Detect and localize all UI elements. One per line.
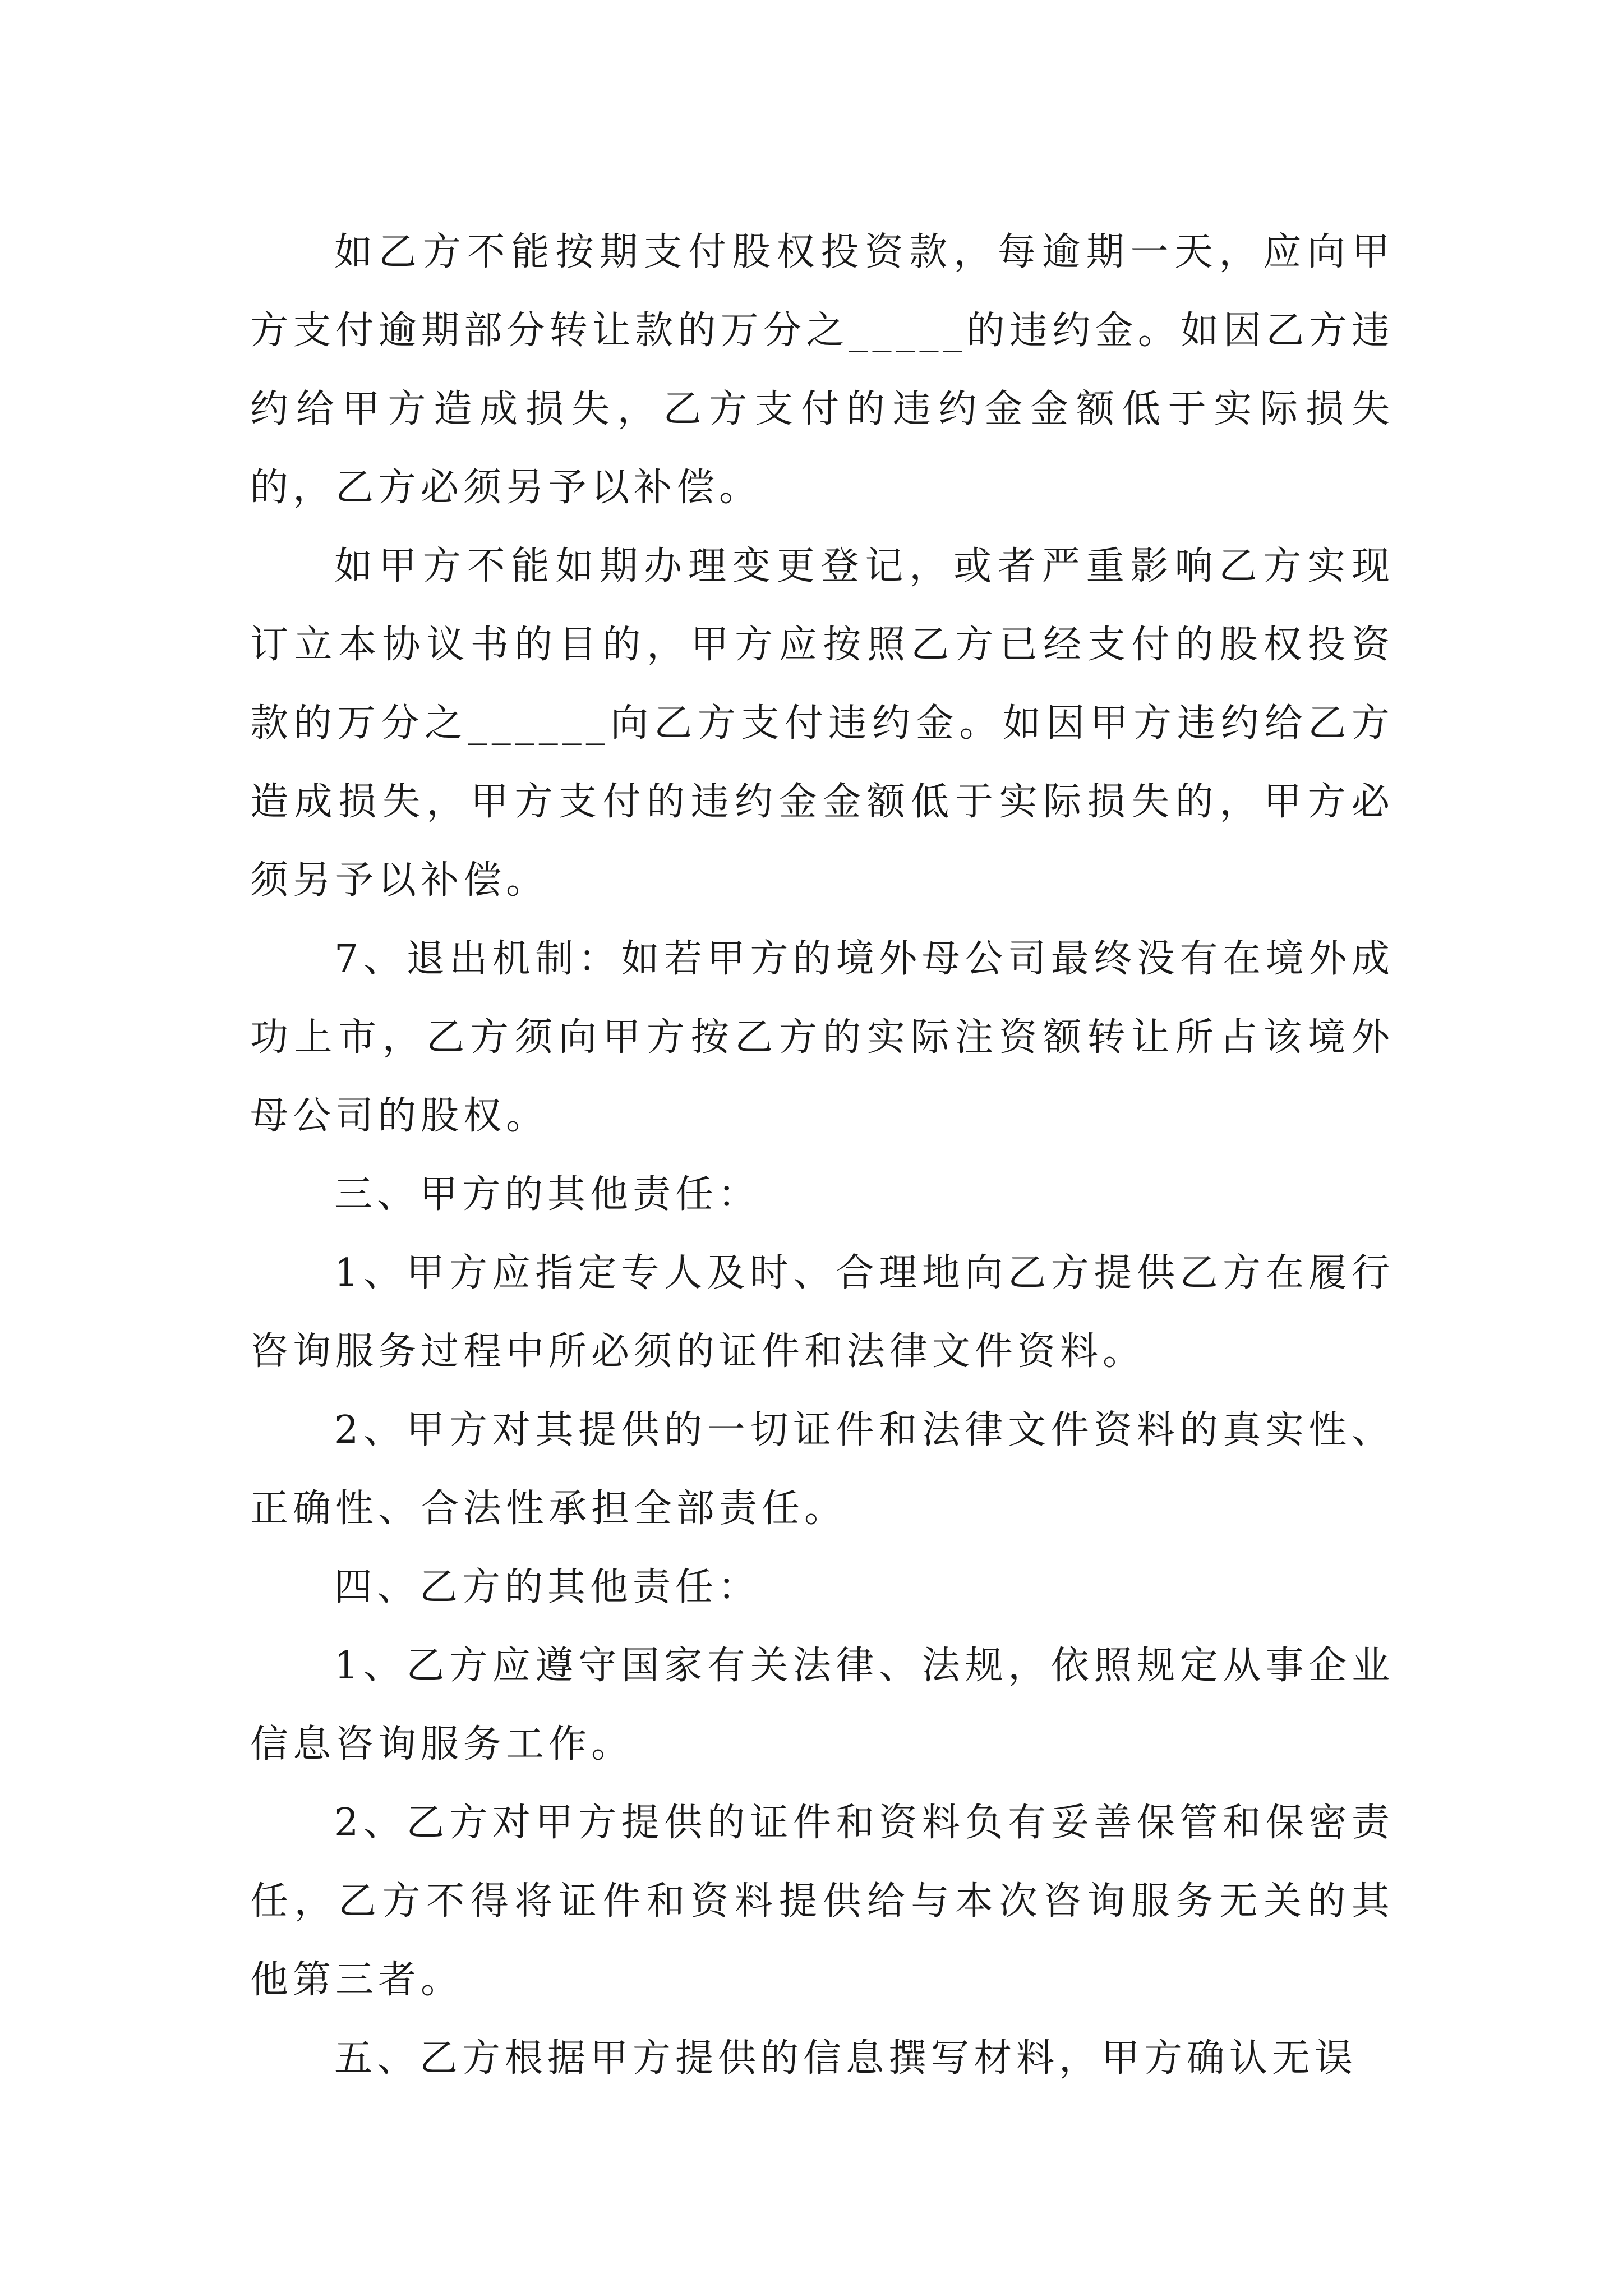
paragraph-party-b-duty-2: 2、乙方对甲方提供的证件和资料负有妥善保管和保密责任，乙方不得将证件和资料提供给与本次咨询服务无关的其他第三者。	[250, 1801, 1394, 2002]
paragraph-party-a-duty-1: 1、甲方应指定专人及时、合理地向乙方提供乙方在履行咨询服务过程中所必须的证件和法律文件资料。	[250, 1251, 1394, 1374]
paragraph-section-five: 五、乙方根据甲方提供的信息撰写材料，甲方确认无误	[334, 2036, 1358, 2081]
paragraph-party-b-duty-1: 1、乙方应遵守国家有关法律、法规，依照规定从事企业信息咨询服务工作。	[250, 1644, 1394, 1766]
paragraph-penalty-party-a: 如甲方不能如期办理变更登记，或者严重影响乙方实现订立本协议书的目的，甲方应按照乙方已经支付的股权投资款的万分之______向乙方支付违约金。如因甲方违约给乙方造成损失，甲方支付的违约金金额低于实际损失的，甲方必须另予以补偿。	[250, 544, 1394, 903]
document-body	[250, 213, 1394, 2098]
section-heading-party-a-duties: 三、甲方的其他责任：	[334, 1172, 761, 1217]
paragraph-exit-mechanism: 7、退出机制：如若甲方的境外母公司最终没有在境外成功上市，乙方须向甲方按乙方的实际注资额转让所占该境外母公司的股权。	[250, 937, 1394, 1138]
section-heading-party-b-duties: 四、乙方的其他责任：	[334, 1565, 761, 1609]
paragraph-party-a-duty-2: 2、甲方对其提供的一切证件和法律文件资料的真实性、正确性、合法性承担全部责任。	[250, 1408, 1394, 1531]
paragraph-penalty-party-b: 如乙方不能按期支付股权投资款，每逾期一天，应向甲方支付逾期部分转让款的万分之_____的违约金。如因乙方违约给甲方造成损失，乙方支付的违约金金额低于实际损失的，乙方必须另予以补偿。	[250, 230, 1394, 510]
